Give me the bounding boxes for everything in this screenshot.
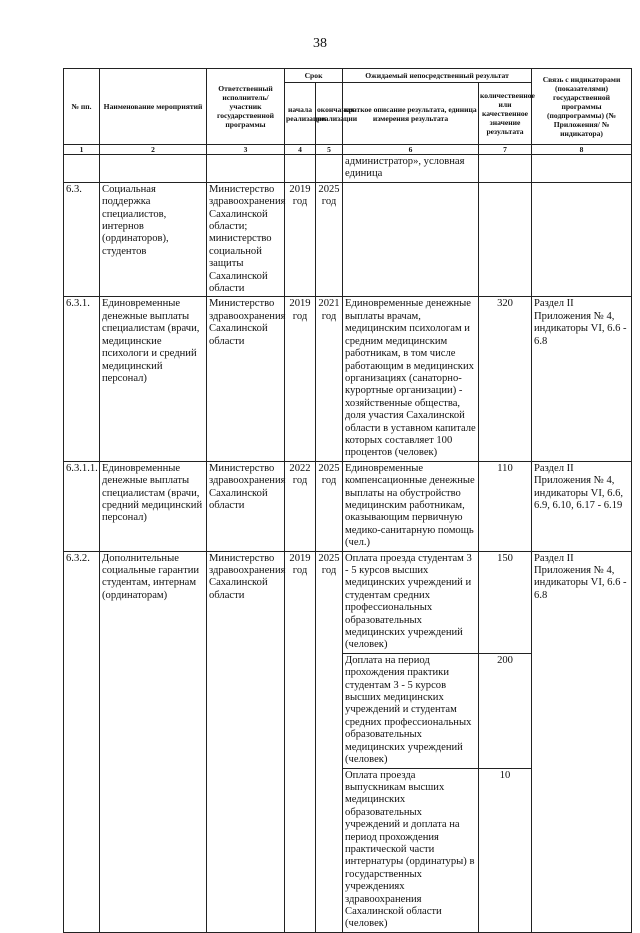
header-row-1 bbox=[64, 69, 632, 83]
measure-name: Единовременные денежные выплаты специалистам (врачи, медицинские психологи и средний медицинский персонал) bbox=[100, 297, 207, 461]
header-executor: Ответственный исполнитель/ участник государственной программы bbox=[207, 69, 285, 145]
start-year: 2022 год bbox=[285, 461, 316, 551]
end-year: 2025 год bbox=[316, 461, 343, 551]
executor: Министерство здравоохранения Сахалинской области bbox=[207, 461, 285, 551]
header-term: Срок bbox=[285, 69, 343, 83]
result-description: Оплата проезда выпускникам высших медицинских образовательных учреждений и доплата на период прохождения практической части интернатуры (ординатуры) в государственных учреждениях здравоохранения Сахалинской области (человек) bbox=[343, 768, 479, 932]
executor: Министерство здравоохранения Сахалинской области bbox=[207, 297, 285, 461]
indicator-link: Раздел II Приложения № 4, индикаторы VI, 6.6 - 6.8 bbox=[532, 297, 632, 461]
executor: Министерство здравоохранения Сахалинской области bbox=[207, 551, 285, 932]
header-num: № пп. bbox=[64, 69, 100, 145]
table-row-6-3-1 bbox=[64, 297, 632, 461]
end-year: 2021 год bbox=[316, 297, 343, 461]
result-value: 10 bbox=[479, 768, 532, 932]
row-number: 6.3. bbox=[64, 182, 100, 297]
result-value: 200 bbox=[479, 653, 532, 768]
column-number: 6 bbox=[343, 145, 479, 155]
measure-name: Социальная поддержка специалистов, интернов (ординаторов), студентов bbox=[100, 182, 207, 297]
indicator-link: Раздел II Приложения № 4, индикаторы VI, 6.6 - 6.8 bbox=[532, 551, 632, 932]
table-row-continuation bbox=[64, 155, 632, 183]
page-number: 38 bbox=[313, 36, 327, 51]
measure-name: Единовременные денежные выплаты специалистам (врачи, средний медицинский персонал) bbox=[100, 461, 207, 551]
header-result-value: количественное или качественное значение результата bbox=[479, 83, 532, 145]
column-numbers-row bbox=[64, 145, 632, 155]
header-result-desc: краткое описание результата, единица измерения результата bbox=[343, 83, 479, 145]
column-number: 1 bbox=[64, 145, 100, 155]
header-link: Связь с индикаторами (показателями) государственной программы (подпрограммы) (№ Приложения/ № индикатора) bbox=[532, 69, 632, 145]
column-number: 8 bbox=[532, 145, 632, 155]
row-number: 6.3.2. bbox=[64, 551, 100, 932]
column-number: 7 bbox=[479, 145, 532, 155]
header-end: окончания реализации bbox=[316, 83, 343, 145]
start-year: 2019 год bbox=[285, 182, 316, 297]
measures-table bbox=[63, 68, 632, 933]
header-start: начала реализации bbox=[285, 83, 316, 145]
start-year: 2019 год bbox=[285, 551, 316, 932]
result-value: 320 bbox=[479, 297, 532, 461]
row-number: 6.3.1.1. bbox=[64, 461, 100, 551]
result-value: 150 bbox=[479, 551, 532, 653]
executor: Министерство здравоохранения Сахалинской области; министерство социальной защиты Сахалинской области bbox=[207, 182, 285, 297]
header-name: Наименование мероприятий bbox=[100, 69, 207, 145]
end-year: 2025 год bbox=[316, 182, 343, 297]
result-description: Оплата проезда студентам 3 - 5 курсов высших медицинских учреждений и студентам средних профессиональных образовательных медицинских учреждений (человек) bbox=[343, 551, 479, 653]
column-number: 5 bbox=[316, 145, 343, 155]
table-row-6-3-1-1 bbox=[64, 461, 632, 551]
table-row-6-3-2 bbox=[64, 551, 632, 653]
column-number: 4 bbox=[285, 145, 316, 155]
result-value: 110 bbox=[479, 461, 532, 551]
result-description: Единовременные компенсационные денежные выплаты на обустройство медицинским работникам, оказывающим первичную медико-санитарную помощь (чел.) bbox=[343, 461, 479, 551]
end-year: 2025 год bbox=[316, 551, 343, 932]
column-number: 2 bbox=[100, 145, 207, 155]
result-description: Единовременные денежные выплаты врачам, медицинским психологам и средним медицинским работникам, в том числе работающим в медицинских организациях (санаторно-курортные организации) - хозяйственные общества, доля участия Сахалинской области в уставном капитале которых составляет 100 процентов (человек) bbox=[343, 297, 479, 461]
header-expected-result: Ожидаемый непосредственный результат bbox=[343, 69, 532, 83]
indicator-link: Раздел II Приложения № 4, индикаторы VI, 6.6, 6.9, 6.10, 6.17 - 6.19 bbox=[532, 461, 632, 551]
start-year: 2019 год bbox=[285, 297, 316, 461]
measure-name: Дополнительные социальные гарантии студентам, интернам (ординаторам) bbox=[100, 551, 207, 932]
result-description: Доплата на период прохождения практики студентам 3 - 5 курсов высших медицинских учреждений и студентам средних профессиональных образовательных медицинских учреждений (человек) bbox=[343, 653, 479, 768]
result-description: администратор», условная единица bbox=[343, 155, 479, 183]
row-number: 6.3.1. bbox=[64, 297, 100, 461]
table-row-6-3 bbox=[64, 182, 632, 297]
column-number: 3 bbox=[207, 145, 285, 155]
